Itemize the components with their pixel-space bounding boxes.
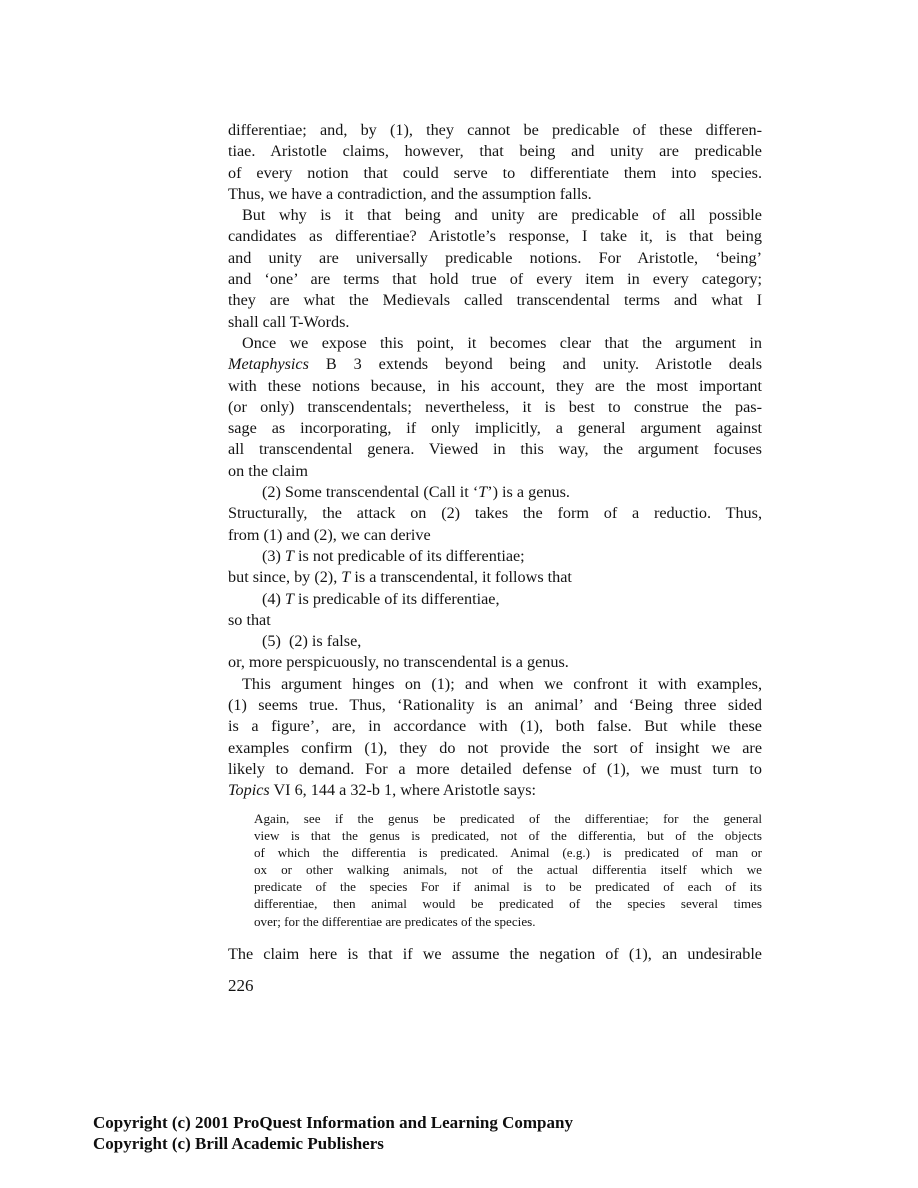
quote-line: predicate of the species For if animal is to be predicated of each of its xyxy=(254,879,762,895)
quote-line: Again, see if the genus be predicated of the differentiae; for the general xyxy=(254,810,762,826)
text-line: of every notion that could serve to differentiate them into species. xyxy=(228,163,762,182)
text-line xyxy=(228,567,762,588)
text-line: Thus, we have a contradiction, and the assumption falls. xyxy=(228,184,592,203)
claim-number: (4) xyxy=(262,589,281,608)
text-line: they are what the Medievals called transcendental terms and what I xyxy=(228,291,762,310)
text-line: so that xyxy=(228,610,271,629)
enumerated-claim-5 xyxy=(228,631,762,652)
claim-number: (3) xyxy=(262,546,281,565)
text-line: on the claim xyxy=(228,461,309,480)
text-span: VI 6, 144 a 32-b 1, where Aristotle says: xyxy=(269,781,536,800)
quote-line: of which the differentia is predicated. Animal (e.g.) is predicated of man or xyxy=(254,844,762,860)
text-span: is not predicable of its differentiae; xyxy=(293,546,525,565)
text-line: differentiae; and, by (1), they cannot be predicable of these differen- xyxy=(228,121,762,139)
italic-title: Topics xyxy=(228,781,270,800)
text-line: is a figure’, are, in accordance with (1), both false. But while these xyxy=(228,717,762,736)
text-span: (2) is false, xyxy=(288,632,362,651)
text-line: with these notions because, in his account, they are the most important xyxy=(228,376,762,395)
text-line: candidates as differentiae? Aristotle’s response, I take it, is that being xyxy=(228,227,762,246)
variable-t: T xyxy=(341,568,351,587)
text-line: Structurally, the attack on (2) takes the form of a reductio. Thus, xyxy=(228,504,762,523)
text-line: Once we expose this point, it becomes clear that the argument in xyxy=(242,333,762,352)
block-quote xyxy=(254,810,762,930)
variable-t: T xyxy=(284,546,294,565)
text-span: but since, by (2), xyxy=(228,568,342,587)
enumerated-claim-3 xyxy=(228,546,762,567)
text-line: examples confirm (1), they do not provide the sort of insight we are xyxy=(228,738,762,757)
text-line: (1) seems true. Thus, ‘Rationality is an animal’ and ‘Being three sided xyxy=(228,696,762,715)
text-line: likely to demand. For a more detailed defense of (1), we must turn to xyxy=(228,759,762,778)
quote-line: over; for the differentiae are predicates of the species. xyxy=(254,913,536,929)
claim-number: (2) xyxy=(262,483,281,502)
text-line xyxy=(228,780,762,801)
text-line: tiae. Aristotle claims, however, that being and unity are predicable xyxy=(228,142,762,161)
quote-line: ox or other walking animals, not of the actual differentia itself which we xyxy=(254,862,762,878)
body-text xyxy=(228,120,762,965)
text-line: and ‘one’ are terms that hold true of every item in every category; xyxy=(228,270,762,289)
text-span: ’) is a genus. xyxy=(487,483,570,502)
page-number: 226 xyxy=(228,976,254,995)
text-line: all transcendental genera. Viewed in this way, the argument focuses xyxy=(228,440,762,459)
text-span: is a transcendental, it follows that xyxy=(350,568,572,587)
text-span: B 3 extends beyond being and unity. Aristotle deals xyxy=(325,355,763,374)
copyright-line: Copyright (c) Brill Academic Publishers xyxy=(93,1134,384,1153)
claim-number: (5) xyxy=(262,632,281,651)
text-line: The claim here is that if we assume the negation of (1), an undesirable xyxy=(228,944,762,963)
enumerated-claim-2 xyxy=(228,482,762,503)
copyright-line: Copyright (c) 2001 ProQuest Information and Learning Company xyxy=(93,1113,573,1132)
text-line: sage as incorporating, if only implicitly, a general argument against xyxy=(228,419,762,438)
variable-t: T xyxy=(478,483,488,502)
text-line: This argument hinges on (1); and when we confront it with examples, xyxy=(242,674,762,693)
text-line: But why is it that being and unity are predicable of all possible xyxy=(242,206,762,225)
copyright-notice xyxy=(93,1112,573,1154)
italic-title: Metaphysics xyxy=(228,355,309,374)
text-span: is predicable of its differentiae, xyxy=(293,589,500,608)
text-line: from (1) and (2), we can derive xyxy=(228,525,431,544)
enumerated-claim-4 xyxy=(228,589,762,610)
quote-line: view is that the genus is predicated, not of the differentia, but of the objects xyxy=(254,827,762,843)
text-line xyxy=(228,354,762,375)
text-line: shall call T-Words. xyxy=(228,312,350,331)
variable-t: T xyxy=(284,589,294,608)
text-line: and unity are universally predicable notions. For Aristotle, ‘being’ xyxy=(228,248,762,267)
text-span: Some transcendental (Call it ‘ xyxy=(284,483,479,502)
text-line: (or only) transcendentals; nevertheless, it is best to construe the pas- xyxy=(228,397,762,416)
quote-line: differentiae, then animal would be predicated of the species several times xyxy=(254,896,762,912)
text-line: or, more perspicuously, no transcendental is a genus. xyxy=(228,653,569,672)
